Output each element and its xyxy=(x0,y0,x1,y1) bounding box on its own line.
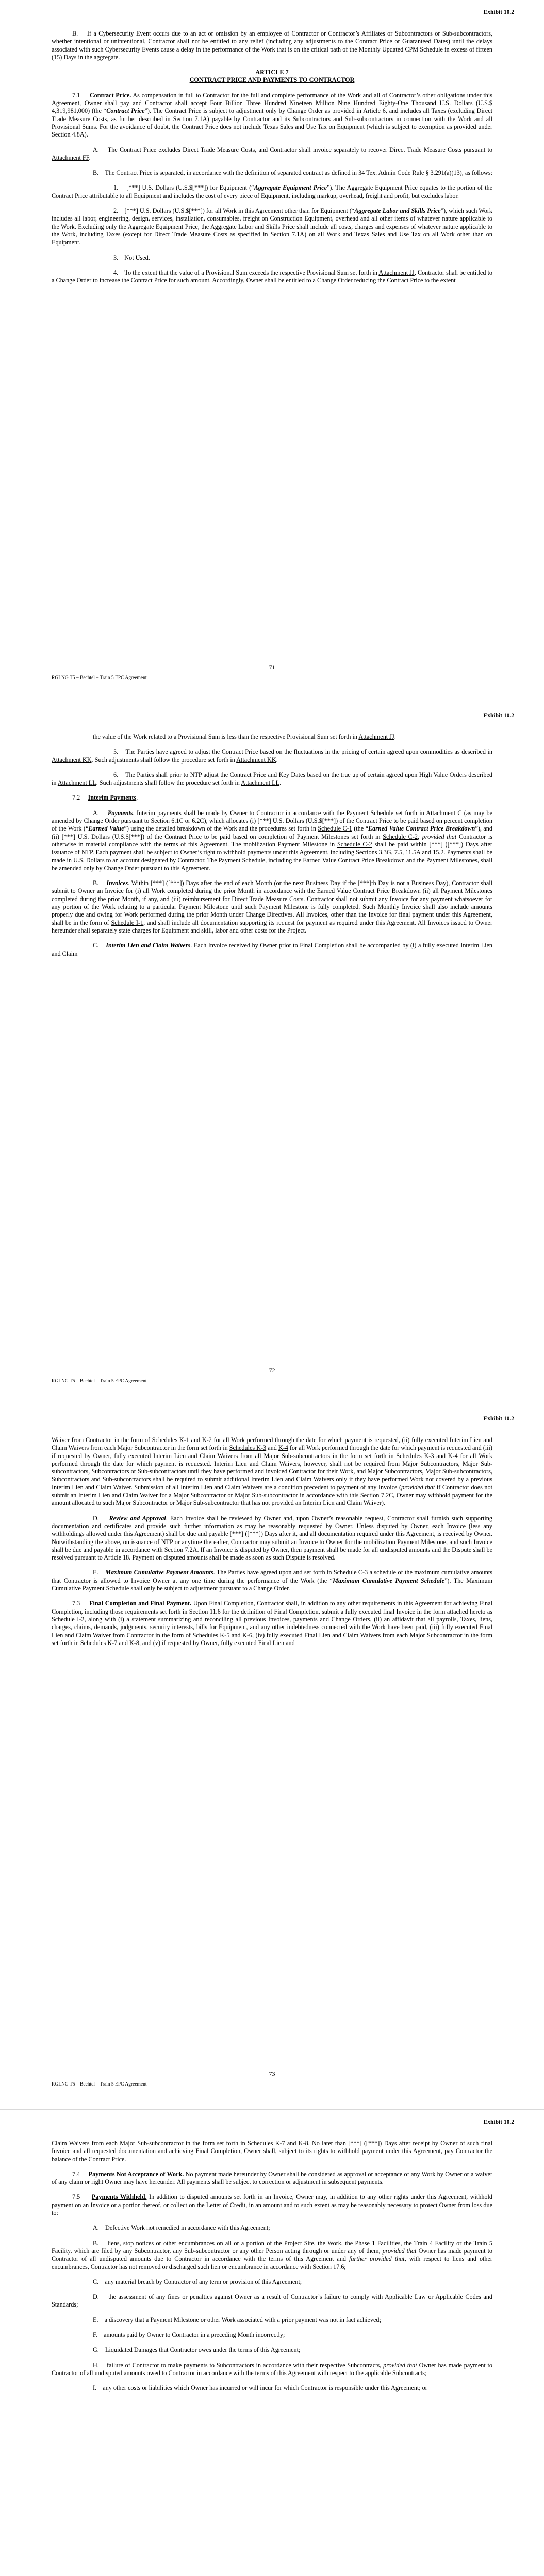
clause-text: for all Work performed through the date for which payment is requested and (iii) if requested by Owner, fully executed Interim Lien and Claim Waivers from all Major Sub-subcontractors in the form set forth in xyxy=(52,1444,492,1460)
clause-text: . No later than [***] ([***]) Days after receipt by Owner of such final Invoice and all requested documentation and achieving Final Completion, Owner shall, subject to its rights to withhold payment under this Agreement, pay Contractor the balance of the Contract Price. xyxy=(52,2140,492,2163)
clause-proviso: provided that xyxy=(382,2247,417,2255)
exhibit-label: Exhibit 10.2 xyxy=(483,9,514,15)
item-text: , with respect to liens and other encumbrances, Contractor has not removed or discharged such lien or encumbrance in accordance with Section 17.6; xyxy=(52,2255,492,2270)
attachment-reference: Attachment KK xyxy=(52,756,92,764)
section-number: 7.2 xyxy=(72,794,80,802)
item-text: 4. To the extent that the value of a Provisional Sum exceeds the respective Provisional Sum set forth in xyxy=(113,268,379,276)
schedule-reference: Schedule C-2 xyxy=(383,833,418,840)
attachment-reference: Attachment JJ xyxy=(378,268,415,276)
clause-text: . Interim payments shall be made by Owner to Contractor in accordance with the Payment Schedule set forth in xyxy=(133,809,426,817)
section-heading: Interim Payments xyxy=(88,794,137,802)
schedule-reference: K-8 xyxy=(129,1639,139,1647)
schedule-reference: K-2 xyxy=(202,1436,212,1444)
section-7-1-a: A. The Contract Price excludes Direct Trade Measure Costs, and Contractor shall invoice separately to recover Direct Trade Measure Costs pursuant to Attachment FF. xyxy=(52,146,492,161)
clause-text: and xyxy=(434,1452,448,1460)
clause-text: . Each Invoice shall be reviewed by Owner and, upon Owner’s reasonable request, Contractor shall furnish such supporting documentation and certificates and provide such further information as may be reasonably requested by Owner. Unless disputed by Owner, each Invoice (less any withholdings allowed under this Agreement) shall be due and payable [***] ([***]) Days after it, and all documentation required under this Agreement, is received by Owner. Notwithstanding the above, on issuance of NTP or anytime thereafter, Contractor may submit an Invoice to Owner for the mobilization Payment Milestone, and such Invoice shall be due and payable in accordance with Section 7.2A. If an Invoice is disputed by Owner, then payment shall be made for all undisputed amounts and the Dispute shall be resolved pursuant to Article 18. Payment on disputed amounts shall be made as soon as such Dispute is resolved. xyxy=(52,1514,492,1562)
clause-text: A. The Contract Price excludes Direct Trade Measure Costs, and Contractor shall invoice separately to recover Direct Trade Measure Costs pursuant to xyxy=(93,146,492,154)
section-7-2: 7.2 Interim Payments. xyxy=(72,794,138,802)
footer-text: RGLNG T5 – Bechtel – Train 5 EPC Agreement xyxy=(52,675,147,681)
item-text: Owner has made payment to Contractor of all undisputed amounts due to Contractor in accordance with the terms of this Agreement and xyxy=(52,2247,492,2263)
page-number: 72 xyxy=(269,1367,275,1374)
item-text: . Such adjustments shall follow the procedure set forth in xyxy=(96,779,241,787)
clause-text: Claim Waivers from each Major Sub-subcontractor in the form set forth in xyxy=(52,2140,248,2147)
section-number: 7.5 xyxy=(72,2193,80,2201)
section-7-2-b xyxy=(52,879,492,935)
attachment-reference: Attachment FF xyxy=(52,154,89,161)
clause-text: Waiver from Contractor in the form of xyxy=(52,1436,152,1444)
footer-text: RGLNG T5 – Bechtel – Train 5 EPC Agreement xyxy=(52,2082,147,2087)
schedule-reference: K-4 xyxy=(278,1444,288,1452)
item-text: , Contractor shall be entitled to a Change Order to increase the Contract Price for such amount. Accordingly, Owner shall be entitled to a Change Order reducing the Contract Price to the extent xyxy=(52,268,492,284)
schedule-reference: Schedule C-3 xyxy=(333,1569,368,1577)
clause-text: for all Work performed through the date for which payment is requested, (ii) fully executed Interim Lien and Claim Waivers from each Major Subcontractor in the form set forth in xyxy=(52,1436,493,1452)
item-text: H. failure of Contractor to make payments to Subcontractors in accordance with their respective Subcontracts, xyxy=(93,2361,384,2369)
continued-text xyxy=(52,2140,492,2163)
item-text: the value of the Work related to a Provisional Sum is less than the respective Provisional Sum set forth in xyxy=(93,733,359,740)
defined-term: Aggregate Equipment Price xyxy=(254,184,327,192)
section-number: 7.1 xyxy=(72,91,80,99)
clause-proviso: provided that xyxy=(383,2361,417,2369)
item-text: B. liens, stop notices or other encumbrances on all or a portion of the Project Site, the Work, the Phase 1 Facilities, the Train 4 Facility or the Train 5 Facility, which are filed by any Subcontractor, any Sub-subcontractor or any other Person acting through or under any of them, xyxy=(52,2239,492,2255)
clause-heading: Payments xyxy=(107,809,133,817)
withhold-item-d: D. the assessment of any fines or penalties against Owner as a result of Contractor’s failure to comply with Applicable Law or Applicable Codes and Standards; xyxy=(52,2293,492,2309)
price-item-3: 3. Not Used. xyxy=(113,253,150,261)
clause-heading: Maximum Cumulative Payment Amounts xyxy=(105,1569,213,1577)
article-number: ARTICLE 7 xyxy=(255,69,289,76)
attachment-reference: Attachment JJ xyxy=(358,733,394,740)
clause-label: D. xyxy=(93,1514,99,1522)
schedule-reference: Schedules K-3 xyxy=(229,1444,267,1452)
item-text: 6. The Parties shall prior to NTP adjust the Contract Price and Key Dates based on the true up of certain agreed upon High Value Orders described in xyxy=(52,771,492,787)
section-heading: Final Completion and Final Payment. xyxy=(89,1600,192,1607)
page-body xyxy=(52,733,492,958)
page-71 xyxy=(0,0,544,703)
clause-label: E. xyxy=(93,1569,98,1577)
schedule-reference: K-4 xyxy=(448,1452,458,1460)
price-item-4 xyxy=(52,269,492,285)
withhold-item-h xyxy=(52,2362,492,2378)
withhold-item-b xyxy=(52,2240,492,2271)
page-73 xyxy=(0,1406,544,2110)
page-body xyxy=(52,1436,492,1647)
item-text: 5. The Parties have agreed to adjust the Contract Price based on the fluctuations in the pricing of certain agreed upon commodities as described in xyxy=(113,748,492,756)
price-item-5: 5. The Parties have agreed to adjust the Contract Price based on the fluctuations in the pricing of certain agreed upon commodities as described in Attachment KK. Such adjustments shall follow the procedure set forth in Attachment KK. xyxy=(52,748,492,764)
section-text: , (iv) fully executed Final Lien and Claim Waivers from each Major Subcontractor in the form set forth in xyxy=(52,1631,492,1647)
schedule-reference: Schedule I-1 xyxy=(111,919,144,926)
section-text: and xyxy=(229,1631,243,1639)
clause-text: a schedule of the maximum cumulative amounts that Contractor is allowed to Invoice Owner at any one time during the performance of the Work (the “ xyxy=(52,1569,492,1584)
schedule-reference: Schedules K-7 xyxy=(80,1639,118,1647)
section-7-2-d xyxy=(52,1515,492,1562)
exhibit-label: Exhibit 10.2 xyxy=(483,713,514,719)
schedule-reference: Schedules K-3 xyxy=(396,1452,434,1460)
clause-heading: Interim Lien and Claim Waivers xyxy=(106,942,191,950)
section-7-2-c xyxy=(52,942,492,958)
section-7-3 xyxy=(52,1600,492,1647)
section-7-5 xyxy=(52,2193,492,2217)
clause-text: . The Parties have agreed upon and set forth in xyxy=(213,1569,334,1577)
withhold-item-g: G. Liquidated Damages that Contractor owes under the terms of this Agreement; xyxy=(93,2346,301,2354)
clause-text: and xyxy=(285,2140,299,2147)
page-number: 73 xyxy=(269,2070,275,2077)
section-text: In addition to disputed amounts set forth in an Invoice, Owner may, in addition to any other rights under this Agreement, withhold payment on an Invoice or a portion thereof, or collect on the Letter of Credit, in an amount and to such extent as may be reasonably necessary to protect Owner from loss due to: xyxy=(52,2193,493,2217)
section-7-2-e xyxy=(52,1569,492,1592)
clause-label: A. xyxy=(93,809,99,817)
withhold-item-f: F. amounts paid by Owner to Contractor in a preceding Month incorrectly; xyxy=(93,2331,285,2339)
clause-heading: Review and Approval xyxy=(109,1514,166,1522)
schedule-reference: Schedules K-7 xyxy=(248,2140,285,2147)
section-text: and xyxy=(117,1639,129,1647)
clause-text: . Within [***] ([***]) Days after the end of each Month (or the next Business Day if the [***]th Day is not a Business Day), Contractor shall submit to Owner an Invoice for (i) all Work completed during the prior Month in accordance with the Earned Value Contract Price Breakdown (ii) all Payment Milestones completed during the prior Month, if any, and (iii) reimbursement for Direct Trade Measure Costs. Contractor shall not submit any Invoice for any payment whatsoever for any portion of the Work relating to a particular Payment Milestone until such Payment Milestone is fully completed. Such Monthly Invoice shall also include amounts properly due and owing for Work performed during the prior Month under Change Directives. All Invoices, other than the Invoice for final payment under this Agreement, shall be in the form of xyxy=(52,879,493,926)
attachment-reference: Attachment LL xyxy=(57,779,96,787)
withhold-item-a: A. Defective Work not remedied in accordance with this Agreement; xyxy=(93,2224,270,2232)
section-heading: Payments Not Acceptance of Work. xyxy=(88,2170,184,2178)
schedule-reference: Schedule C-2 xyxy=(337,840,372,848)
clause-text: (the “ xyxy=(352,825,369,833)
schedule-reference: K-6 xyxy=(242,1631,252,1639)
schedule-reference: Schedules K-1 xyxy=(152,1436,189,1444)
defined-term: Maximum Cumulative Payment Schedule xyxy=(333,1577,444,1584)
clause-text: if Contractor does not submit an Interim Lien and Claim Waiver for a Major Subcontractor or Major Sub-subcontractor in accordance with this Section 7.2C, Owner may withhold payment for the amount allocated to such Major Subcontractor or Major Sub-subcontractor that has not provided an Interim Lien and Claim Waiver). xyxy=(52,1483,492,1507)
withhold-item-c: C. any material breach by Contractor of any term or provision of this Agreement; xyxy=(93,2278,302,2285)
continued-text: the value of the Work related to a Provisional Sum is less than the respective Provisional Sum set forth in Attachment JJ. xyxy=(93,733,396,740)
defined-term: Aggregate Labor and Skills Price xyxy=(354,207,441,215)
item-text: 1. [***] U.S. Dollars (U.S.$[***]) for Equipment (“ xyxy=(113,184,254,192)
defined-term: Contract Price xyxy=(106,107,145,115)
page-body xyxy=(52,2140,492,2393)
clause-text: . Each Invoice received by Owner prior to Final Completion shall be accompanied by (i) a fully executed Interim Lien and Claim xyxy=(52,942,492,957)
withhold-item-e: E. a discovery that a Payment Milestone or other Work associated with a prior payment was not in fact achieved; xyxy=(93,2316,381,2324)
section-7-2-a xyxy=(52,809,492,872)
schedule-reference: Schedule I-2 xyxy=(52,1615,85,1623)
exhibit-label: Exhibit 10.2 xyxy=(483,2119,514,2125)
page-74 xyxy=(0,2110,544,2576)
schedule-reference: Schedules K-5 xyxy=(192,1631,230,1639)
clause-text: and xyxy=(266,1444,278,1452)
attachment-reference: Attachment KK xyxy=(236,756,276,764)
defined-term: Earned Value xyxy=(88,825,124,833)
clause-label: C. xyxy=(93,942,99,950)
section-heading: Payments Withheld. xyxy=(91,2193,147,2201)
section-heading: Contract Price. xyxy=(89,91,131,99)
schedule-reference: Schedule C-1 xyxy=(318,825,352,833)
continued-text xyxy=(52,1436,492,1507)
section-text: , and (v) if requested by Owner, fully executed Final Lien and xyxy=(139,1639,295,1647)
clause-text: (as may be amended by Change Order pursuant to Section 6.1C or 6.2C), which allocates (i) [***] U.S. Dollars (U.S.$[***]) of the Contract Price to be paid based on percent completion of the Work (“ xyxy=(52,809,493,833)
section-text: ”). The Contract Price is subject to adjustment only by Change Order as provided in Article 6, and includes all Taxes (excluding Direct Trade Measure Costs, as further described in Section 7.1A) payable by Contractor and its Subcontractors and Sub-subcontractors in connection with the Work and all Provisional Sums. For the avoidance of doubt, the Contract Price does not include Texas Sales and Use Tax on Equipment (which is subject to exemption as provided under Section 4.8A). xyxy=(52,107,492,139)
clause-heading: Invoices xyxy=(106,879,128,887)
clause-text: and xyxy=(189,1436,202,1444)
clause-text: ”) using the detailed breakdown of the Work and the procedures set forth in xyxy=(124,825,318,833)
clause-proviso: further provided that xyxy=(349,2255,405,2263)
paragraph-6-4-b: B. If a Cybersecurity Event occurs due to an act or omission by an employee of Contractor or Contractor’s Affiliates or Subcontractors or Sub-subcontractors, whether intentional or unintentional, Contractor shall not be entitled to any relief (including any adjustments to the Contract Price or Guaranteed Dates) until the delays associated with such Cybersecurity Events cause a delay in the performance of the Work that is on the critical path of the Monthly Updated CPM Schedule in excess of fifteen (15) Days in the aggregate. xyxy=(52,30,492,61)
item-text: . Such adjustments shall follow the procedure set forth in xyxy=(91,756,237,764)
section-7-1-b: B. The Contract Price is separated, in accordance with the definition of separated contract as defined in 34 Tex. Admin Code Rule § 3.291(a)(13), as follows: xyxy=(93,169,492,177)
section-text: As compensation in full to Contractor for the full and complete performance of the Work and all of Contractor’s other obligations under this Agreement, Owner shall pay and Contractor shall accept Four Billion Three Hundred Nineteen Million Nine Hundred Eighty-One Thousand U.S. Dollars (U.S.$ 4,319,981,000) (the “ xyxy=(52,91,493,115)
clause-text: shall be paid within [***] ([***]) Days after issuance of NTP. Each payment shall be subject to Owner’s right to withhold payments under this Agreement, including Sections 3.3G, 7.5, 11.5A and 15.2. Payments shall be made in U.S. Dollars to an account designated by Contractor. The Payment Schedule, including the Earned Value Contract Price Breakdown and the Payment Milestones, shall be amended only by Change Order pursuant to this Agreement. xyxy=(52,840,492,872)
attachment-reference: Attachment LL xyxy=(241,779,280,787)
article-title: CONTRACT PRICE AND PAYMENTS TO CONTRACTOR xyxy=(189,76,355,84)
clause-proviso: ; provided that xyxy=(417,833,457,840)
price-item-6: 6. The Parties shall prior to NTP adjust the Contract Price and Key Dates based on the true up of certain agreed upon High Value Orders described in Attachment LL. Such adjustments shall follow the procedure set forth in Attachment LL. xyxy=(52,771,492,787)
item-text: 2. [***] U.S. Dollars (U.S.$[***]) for all Work in this Agreement other than for Equipment (“ xyxy=(113,207,355,215)
section-text: , along with (i) a statement summarizing and reconciling all previous Invoices, payments and Change Orders, (ii) an affidavit that all payrolls, Taxes, liens, charges, claims, demands, judgments, security interests, bills for Equipment, and any other indebtedness connected with the Work have been paid, (iii) fully executed Final Lien and Claim Waiver from Contractor in the form of xyxy=(52,1615,492,1639)
section-number: 7.4 xyxy=(72,2170,80,2178)
clause-label: B. xyxy=(93,879,99,887)
footer-text: RGLNG T5 – Bechtel – Train 5 EPC Agreement xyxy=(52,1379,147,1384)
attachment-reference: Attachment C xyxy=(426,809,462,817)
section-7-4 xyxy=(52,2171,492,2187)
price-item-2 xyxy=(52,207,492,246)
withhold-item-i: I. any other costs or liabilities which Owner has incurred or will incur for which Contractor is responsible under this Agreement; or xyxy=(93,2384,427,2392)
section-7-1 xyxy=(52,92,492,139)
page-72 xyxy=(0,703,544,1406)
exhibit-label: Exhibit 10.2 xyxy=(483,1416,514,1422)
section-number: 7.3 xyxy=(72,1600,80,1607)
clause-proviso: provided that xyxy=(401,1483,435,1491)
clause-text: for all Work performed through the date for which payment is requested. Interim Lien and Claim Waivers, however, shall not be required from Major Subcontractors, Major Sub-subcontractors, Subcontractors or Sub-subcontractors until they have performed and invoiced Contractor for their Work, and Major Subcontractors, Major Sub-subcontractors, Subcontractors and Sub-subcontractors shall be required to submit additional Interim Lien and Claim Waivers only if they have performed Work not covered by a previous Interim Lien and Claim Waiver. Submission of all Interim Lien and Claim Waivers are a condition precedent to payment of any Invoice ( xyxy=(52,1452,492,1491)
item-text: Owner has made payment to Contractor of all undisputed amounts owed to Contractor in accordance with the terms of this Agreement with respect to the applicable Subcontracts; xyxy=(52,2361,492,2377)
schedule-reference: K-8 xyxy=(298,2140,308,2147)
section-text: Upon Final Completion, Contractor shall, in addition to any other requirements in this Agreement for achieving Final Completion, including those requirements set forth in Section 11.6 for the definition of Final Completion, submit a fully executed final Invoice in the form attached hereto as xyxy=(52,1600,493,1615)
clause-text: Contractor is otherwise in material compliance with the terms of this Agreement. The mobilization Payment Milestone in xyxy=(52,833,493,848)
clause-text: , and shall include all documentation supporting its request for payment as required under this Agreement. All Invoices issued to Owner hereunder shall separately state charges for Equipment and skill, labor and other costs for the Project. xyxy=(52,919,493,934)
clause-text: ”). The Maximum Cumulative Payment Schedule shall only be subject to adjustment pursuant to a Change Order. xyxy=(52,1577,492,1592)
page-number: 71 xyxy=(269,664,275,671)
item-text: ”). The Aggregate Equipment Price equates to the portion of the Contract Price attributable to all Equipment and includes the cost of every piece of Equipment, including markup, overhead, freight and profit, but excludes labor. xyxy=(52,184,492,199)
section-text: No payment made hereunder by Owner shall be considered as approval or acceptance of any Work by Owner or a waiver of any claim or right Owner may have hereunder. All payments shall be subject to correction or adjustment in subsequent payments. xyxy=(52,2170,492,2186)
clause-text: ”), and (ii) [***] U.S. Dollars (U.S.$[***]) of the Contract Price to be paid based on completion of Payment Milestones set forth in xyxy=(52,825,492,840)
price-item-1 xyxy=(52,184,492,200)
defined-term: Earned Value Contract Price Breakdown xyxy=(368,825,475,833)
item-text: ”), which such Work includes all labor, engineering, design, services, installation, consumables, freight on Construction Equipment, overhead and all other items of whatever nature applicable to the Work. Excluding only the Aggregate Equipment Price, the Aggregate Labor and Skills Price shall include all costs, charges and expenses of whatever nature applicable to the Work, including Taxes (except for Direct Trade Measure Costs as specified in Section 7.1A) on all Work and Texas Sales and Use Tax on all Work other than on Equipment. xyxy=(52,207,492,246)
page-body xyxy=(52,30,492,284)
